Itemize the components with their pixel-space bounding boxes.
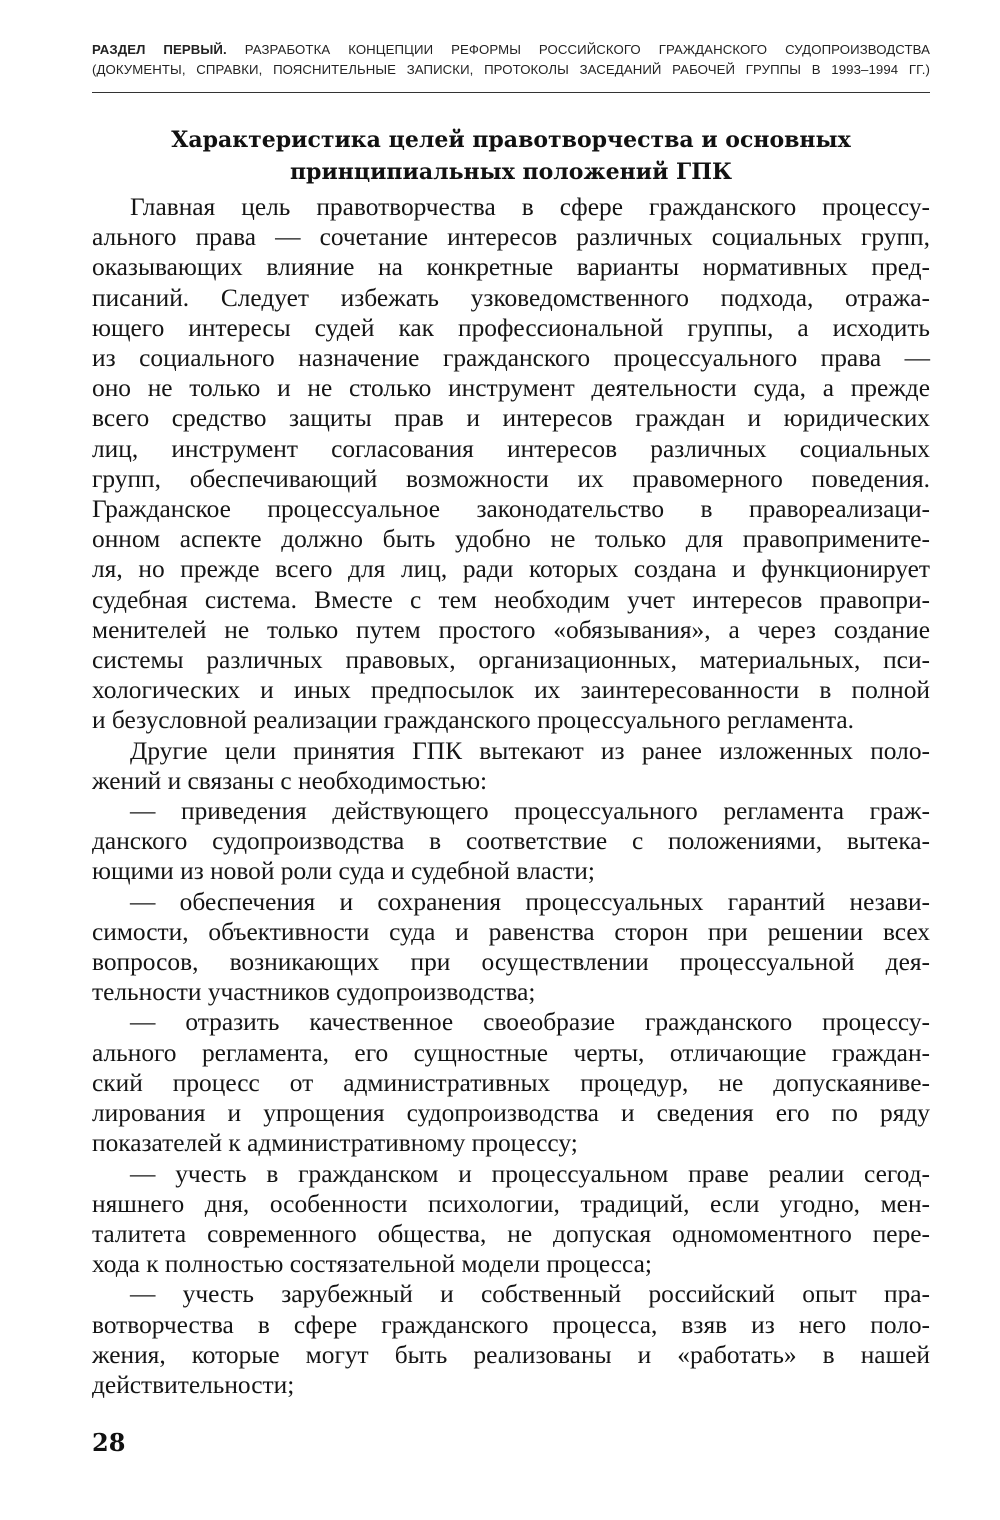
section-title-line-1: Характеристика целей правотворчества и основных <box>171 127 851 153</box>
text-line: из социального назначение гражданского процессуального права — <box>92 344 930 373</box>
paragraph <box>92 1159 930 1280</box>
text-line: ющего интересы судей как профессиональной группы, а исходить <box>92 313 930 342</box>
paragraph <box>92 1007 930 1158</box>
page-number: 28 <box>92 1428 126 1457</box>
text-line: оказывающих влияние на конкретные варианты нормативных пред- <box>92 253 930 282</box>
section-title-line-2: принципиальных положений ГПК <box>289 159 733 185</box>
text-line: действительности; <box>92 1370 295 1399</box>
text-line: талитета современного общества, не допуская одномоментного пере- <box>92 1219 930 1248</box>
text-line: ский процесс от административных процедур, не допускаяниве- <box>92 1068 930 1097</box>
text-line: судебная система. Вместе с тем необходим учет интересов правопри- <box>92 585 930 614</box>
text-line: и безусловной реализации гражданского процессуального регламента. <box>92 706 854 735</box>
text-line: оно не только и не столько инструмент деятельности суда, а прежде <box>92 374 930 403</box>
text-line: ющими из новой роли суда и судебной власти; <box>92 857 595 886</box>
text-line: писаний. Следует избежать узковедомственного подхода, отража- <box>92 283 930 312</box>
text-line: лирования и упрощения судопроизводства и сведения его по ряду <box>92 1099 930 1128</box>
text-line: няшнего дня, особенности психологии, традиций, если угодно, мен- <box>92 1189 930 1218</box>
text-line: всего средство защиты прав и интересов граждан и юридических <box>92 404 930 433</box>
section-label: РАЗДЕЛ ПЕРВЫЙ. <box>92 42 227 57</box>
running-header-line-2: (ДОКУМЕНТЫ, СПРАВКИ, ПОЯСНИТЕЛЬНЫЕ ЗАПИСКИ, ПРОТОКОЛЫ ЗАСЕДАНИЙ РАБОЧЕЙ ГРУППЫ В 1993–1994 ГГ.) <box>92 62 930 77</box>
running-header <box>92 40 930 80</box>
paragraph <box>92 192 930 736</box>
text-line: хода к полностью состязательной модели процесса; <box>92 1250 652 1279</box>
paragraph <box>92 736 930 796</box>
paragraph <box>92 796 930 887</box>
text-line: — учесть в гражданском и процессуальном праве реалии сегод- <box>130 1159 930 1188</box>
text-line: — учесть зарубежный и собственный российский опыт пра- <box>130 1280 930 1309</box>
body-text <box>92 192 930 1400</box>
text-line: — обеспечения и сохранения процессуальных гарантий незави- <box>130 887 930 916</box>
text-line: — приведения действующего процессуального регламента граж- <box>130 797 930 826</box>
text-line: тельности участников судопроизводства; <box>92 978 536 1007</box>
text-line: показателей к административному процессу; <box>92 1129 578 1158</box>
text-line: Главная цель правотворчества в сфере гражданского процессу- <box>130 193 930 221</box>
text-line: вопросов, возникающих при осуществлении процессуальной дея- <box>92 948 930 977</box>
text-line: — отразить качественное своеобразие гражданского процессу- <box>130 1008 930 1037</box>
text-line: жений и связаны с необходимостью: <box>92 766 488 795</box>
text-line: ля, но прежде всего для лиц, ради которых создана и функционирует <box>92 555 930 584</box>
paragraph <box>92 1279 930 1400</box>
text-line: групп, обеспечивающий возможности их правомерного поведения. <box>92 464 930 493</box>
text-line: системы различных правовых, организационных, материальных, пси- <box>92 646 930 675</box>
text-line: вотворчества в сфере гражданского процесса, взяв из него поло- <box>92 1310 930 1339</box>
text-line: лиц, инструмент согласования интересов различных социальных <box>92 434 930 463</box>
text-line: Другие цели принятия ГПК вытекают из ранее изложенных поло- <box>130 736 930 765</box>
section-name: РАЗРАБОТКА КОНЦЕПЦИИ РЕФОРМЫ РОССИЙСКОГО ГРАЖДАНСКОГО СУДОПРОИЗВОДСТВА <box>226 42 931 57</box>
text-line: онном аспекте должно быть удобно не только для правопримените- <box>92 525 930 554</box>
running-header-line-1 <box>92 40 930 60</box>
text-line: ального регламента, его сущностные черты, отличающие граждан- <box>92 1038 930 1067</box>
text-line: симости, объективности суда и равенства сторон при решении всех <box>92 917 930 946</box>
text-line: хологических и иных предпосылок их заинтересованности в полной <box>92 676 930 705</box>
section-title <box>92 124 930 188</box>
text-line: жения, которые могут быть реализованы и «работать» в нашей <box>92 1340 930 1369</box>
text-line: Гражданское процессуальное законодательство в правореализаци- <box>92 495 930 524</box>
paragraph <box>92 887 930 1008</box>
header-divider <box>92 92 930 93</box>
text-line: менителей не только путем простого «обязывания», а через создание <box>92 615 930 644</box>
text-line: ального права — сочетание интересов различных социальных групп, <box>92 223 930 252</box>
text-line: данского судопроизводства в соответствие с положениями, вытека- <box>92 827 930 856</box>
